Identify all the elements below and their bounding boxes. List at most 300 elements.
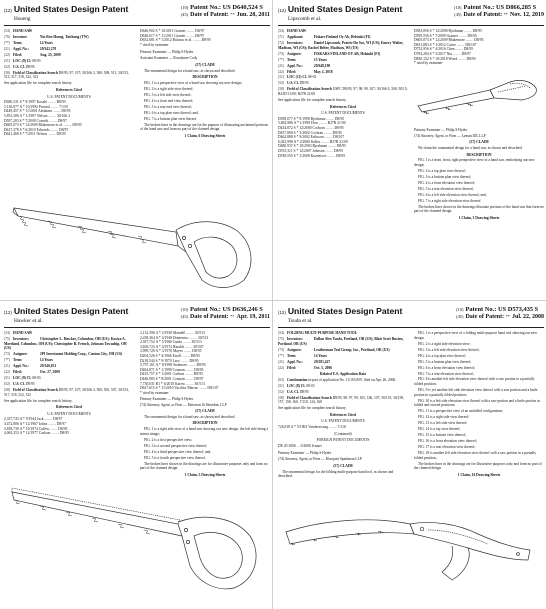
description-paragraph: FIG. 5 is a rear elevation view thereof; — [418, 186, 474, 191]
reference-line: 2,357,743 A * 9/1944 Jack ........ D8/97 — [4, 417, 63, 422]
field-row — [278, 75, 408, 80]
field-row — [278, 58, 408, 63]
field-code: (54) — [4, 29, 10, 33]
field-label: Field of Classification Search — [287, 395, 332, 400]
field-row — [278, 378, 408, 383]
field-row — [278, 35, 408, 40]
reference-line: D435,757 S * 1/2001 Carlson ........ D8/95 — [140, 372, 203, 377]
field-label: Field of Classification Search — [13, 70, 58, 75]
patent-number: US D573,435 S — [497, 306, 539, 313]
description-paragraph: FIG. 7 is a bottom plan view thereof. — [144, 116, 198, 121]
claim-text: We claim the ornamental design for a hand saw, as shown and described. — [418, 145, 523, 150]
field-row — [4, 331, 134, 336]
refs-subtitle: U.S. PATENT DOCUMENTS — [321, 111, 365, 116]
code-10: (10) — [454, 5, 462, 10]
inventor-name: Hawker et al. — [14, 318, 43, 324]
reference-line: 3,656,723 A * 4/1972 Rinaldi ........ 30/507 — [140, 344, 204, 349]
field-value: USPC D8/95, 97, 98, 99, 107; 30/166.3, 500, 503.5; B23D 51/00; B27B 21/00 — [278, 87, 408, 97]
description-paragraph: FIG. 4 is a front end view thereof; — [144, 98, 194, 103]
field-code: (22) — [4, 370, 10, 375]
hand-saw-drawing — [414, 68, 544, 126]
field-row — [278, 337, 408, 346]
reference-line: 5,851,306 A * 1/1997 Nelson ........ 30/166.3 — [4, 114, 71, 119]
description-paragraph: FIG. 18 is another left side elevation view thereof with a saw portion in a partially folded position; — [414, 451, 537, 460]
claim-code: (57) — [333, 463, 340, 468]
field-label: U.S. Cl. — [13, 64, 25, 69]
claim-title: CLAIM — [476, 140, 489, 145]
field-value: 29/342,270 — [39, 46, 57, 51]
field-row — [4, 382, 134, 387]
field-row — [278, 360, 408, 365]
description-paragraph: The broken lines shown in the drawings illustrate portions of the hand saw that form no part of the claimed design. — [414, 204, 544, 214]
field-row — [4, 41, 134, 46]
field-label: Term: — [13, 40, 23, 45]
field-value: Daniel Lipscomb, Prairie Du Sac, WI (US); Emery Walter, Madison, WI (US); Rachel Belter, Madison, WI (US) — [278, 40, 404, 50]
reference-line: D446,985 S * 8/2001 Cosman ........ D8/97 — [140, 376, 204, 381]
field-row — [4, 388, 134, 397]
reference-line: 5,156,977 A * 10/1992 Proniul ........ 7/150 — [4, 104, 68, 109]
description-paragraph: FIG. 1 is a front, front, right perspective view of a hand saw, embodying our new design; — [414, 158, 535, 167]
field-row — [4, 376, 134, 381]
date-star: ** — [230, 314, 235, 319]
field-label: U.S. Cl. — [287, 81, 299, 86]
field-code: (76) — [4, 34, 10, 39]
field-label: Filed: — [287, 69, 296, 74]
field-value: 15 Years — [313, 57, 327, 62]
code-10: (10) — [180, 307, 188, 312]
field-label: LOC (11) Cl. — [287, 75, 307, 80]
code-45: (45) — [454, 12, 462, 17]
description-title: DESCRIPTION — [192, 421, 218, 426]
description-paragraph: FIG. 3 is a left side elevation view thereof; — [418, 347, 480, 352]
field-code: (21) — [4, 46, 10, 51]
field-label: Appl. No.: — [287, 359, 303, 364]
field-label: Appl. No.: — [13, 46, 29, 51]
patent-number: US D866,285 S — [495, 4, 537, 11]
field-code: (51) — [278, 75, 284, 80]
patent-no-label: Patent No.: — [465, 306, 497, 313]
description-paragraph: FIG. 3 is a second perspective view thereof; — [144, 443, 208, 448]
field-code: (21) — [278, 359, 284, 364]
left-column — [278, 29, 408, 220]
patent-title: United States Design Patent — [287, 306, 403, 316]
field-label: Inventors: — [287, 40, 303, 45]
left-column — [278, 331, 408, 480]
related-data-title: Related U.S. Application Data — [319, 372, 367, 377]
field-code: (22) — [4, 52, 10, 57]
reference-line: D595,556 S * 7/2009 Granier ........ D8/95 — [414, 33, 477, 38]
date-star: ** — [503, 12, 508, 17]
description-paragraph: FIG. 4 is a third perspective view thereof; and, — [144, 449, 212, 454]
patent-page-2 — [278, 4, 544, 296]
field-code: (54) — [278, 29, 284, 33]
field-code: (51) — [4, 58, 10, 63]
field-value: 08-03 — [306, 383, 315, 388]
field-row — [278, 29, 408, 34]
patent-title: United States Design Patent — [287, 4, 403, 14]
reference-line: D449,457 S * 11/2001 Abraham ........ D8/95 — [4, 109, 71, 114]
field-label: Assignee: — [287, 347, 302, 352]
description-paragraph: FIG. 6 is a front elevation view thereof; — [418, 365, 476, 370]
reference-line: 5,862,986 A * 1/1999 Dow ........ B27B 21/00 — [278, 121, 346, 126]
field-value: Dollan Alex Tsuda, Portland, OR (US); Blair Scott Rusten, Portland, OR (US) — [278, 336, 404, 346]
field-row — [278, 81, 408, 86]
field-label: Inventors: — [13, 336, 29, 341]
foreign-docs-title: FOREIGN PATENT DOCUMENTS — [316, 438, 370, 443]
field-value: Yin Ren Hsung, Taichung (TW) — [39, 34, 89, 39]
field-value: 29/648,190 — [313, 63, 331, 68]
reference-line: D457,808 S * 3/2002 Cochran ........ D8/95 — [278, 130, 342, 135]
field-label: Filed: — [13, 370, 22, 375]
field-code: (58) — [278, 395, 284, 400]
field-code: (73) — [4, 352, 10, 357]
patent-date: Jul. 22, 2008 — [511, 314, 544, 320]
patent-date: Apr. 19, 2011 — [236, 314, 270, 320]
field-value: 14 Years — [39, 40, 53, 45]
description-paragraph: FIG. 2 is a right side view thereof; — [144, 86, 194, 91]
description-paragraph: FIG. 1 is a perspective view of a folding multi-purpose hand tool showing our new design; — [414, 331, 538, 340]
field-row — [278, 366, 408, 371]
field-code: (58) — [278, 87, 284, 92]
field-code: (21) — [4, 364, 10, 369]
field-value: Aug. 25, 2009 — [39, 52, 61, 57]
claim-code: (57) — [195, 62, 202, 67]
field-row — [278, 331, 408, 336]
inventor-name: Lipscomb et al. — [288, 16, 322, 22]
reference-line: D218,544 S * 9/1970 Lacy ........ D8/95 — [140, 358, 199, 363]
patent-number: US D640,524 S — [222, 4, 263, 11]
field-value: 14 Years — [313, 353, 327, 358]
description-paragraph: FIG. 4 is a front elevation view thereof; — [418, 180, 476, 185]
primary-examiner: Primary Examiner — Philip S Hyder — [414, 127, 468, 132]
continued-note: (Continued) — [334, 431, 352, 436]
description-paragraph: FIG. 1 is a right side view of a hand saw showing our new design, the left side being a mirror image; — [140, 427, 269, 436]
field-code: (52) — [4, 382, 10, 387]
field-code: (71) — [278, 34, 284, 39]
field-code: (52) — [278, 81, 284, 86]
patent-no-label: Patent No.: — [190, 4, 221, 11]
field-label: Assignee: — [287, 51, 302, 56]
field-row — [278, 41, 408, 50]
field-code: (52) — [278, 389, 284, 394]
description-paragraph: FIG. 11 is a perspective view of an unfolded configuration; — [418, 409, 504, 414]
reference-line: D652,681 S * 1/2012 Bulawa et al. ........ D8/95 — [140, 38, 211, 43]
field-value: D8/95 — [25, 382, 35, 387]
code-10: (10) — [456, 307, 464, 312]
reference-line: 7,730,631 B1 * 6/2010 Karow ........ 30/513 — [140, 381, 205, 386]
field-value: D8/95 — [299, 389, 309, 394]
description-paragraph: FIG. 1 is a perspective view of a hand saw showing my new design; — [144, 80, 242, 85]
field-code: (**) — [278, 57, 284, 62]
date-label: Date of Patent: — [190, 314, 229, 320]
code-45: (45) — [180, 12, 189, 17]
assistant-examiner: Assistant Examiner — Rosalynne Cody — [140, 56, 198, 61]
page-divider-horizontal — [0, 300, 546, 301]
refs-title: References Cited — [330, 104, 356, 109]
reference-line: D641,468 S * 7/2011 Nelson ........ D8/95 — [4, 132, 66, 137]
description-paragraph: FIG. 10 is a left side elevation view thereof with a saw portion and a knife portion in folded and stowed positions; — [414, 398, 540, 408]
field-label: FOLDING MULTI-PURPOSE HAND TOOL — [287, 331, 358, 335]
description-title: DESCRIPTION — [466, 152, 492, 157]
field-row — [278, 384, 408, 389]
reference-line: 3,472,806 A * 12/1967 Johns ........ D8/97 — [4, 422, 66, 427]
field-label: LOC (9) Cl. — [13, 376, 32, 381]
field-code: (22) — [278, 69, 284, 74]
field-label: Term: — [13, 358, 23, 363]
field-row — [278, 390, 408, 395]
description-paragraph: FIG. 16 is a front elevation view thereof; — [418, 439, 477, 444]
field-code: (22) — [278, 365, 284, 370]
description-paragraph: The broken lines shown in the drawings are for illustrative purposes only and form no part of the claimed design. — [140, 461, 268, 471]
field-row — [278, 70, 408, 75]
code-10: (10) — [180, 5, 189, 10]
field-code: (21) — [278, 63, 284, 68]
reference-line: D782,284 S * 3/2017 Niu ........ D8/97 — [414, 51, 471, 56]
primary-examiner: Primary Examiner — Philip S Hyder — [140, 396, 194, 401]
hand-saw-illustration — [414, 68, 542, 126]
code-45: (45) — [456, 314, 464, 319]
field-code: (51) — [4, 376, 10, 381]
field-label: Appl. No.: — [287, 63, 303, 68]
patent-page-4 — [278, 306, 544, 598]
field-value: D8/95, 97, 107; 30/166.3, 500, 508, 511, 30/513, 513, 517, 518, 522, 523 — [4, 70, 129, 80]
patent-header — [278, 306, 544, 328]
claim-text: The ornamental design for the folding multi-purpose hand tool, as shown and described. — [278, 469, 394, 479]
field-label: LOC (8) Cl. — [287, 383, 306, 388]
field-label: Applicant: — [287, 34, 304, 39]
date-label: Date of Patent: — [465, 314, 505, 320]
patent-header — [4, 4, 270, 26]
hand-saw-illustration — [8, 186, 266, 292]
field-value: Christopher L. Hawker, Columbus, OH (US); Kostya A. Moreland, Columbus, OH (US); Christopher R. French, Johnson Township, OH (US) — [4, 336, 127, 351]
reference-line: D380,331 S * 9/1997 Kosaki ........ D8/95 — [4, 100, 66, 105]
field-value: in-part of application No. 11/165,859, filed on Apr. 26, 2006. — [308, 377, 397, 382]
reference-line: 2,937,752 A * 5/1960 Guida ........ 30/513 — [140, 340, 202, 345]
field-row — [4, 364, 134, 369]
attorney: (74) Attorney, Agent, or Firm — Lyman IDL LLP — [414, 133, 486, 138]
field-label: Field of Classification Search — [287, 87, 332, 92]
reference-line: D398,077 S * 9/1998 Bjorkman ........ D8/95 — [278, 116, 345, 121]
field-row — [278, 52, 408, 57]
field-label: LOC (9) Cl. — [13, 58, 32, 63]
description-paragraph: FIG. 5 is a fourth perspective view thereof. — [144, 455, 206, 460]
patent-number: US D636,246 S — [222, 306, 263, 313]
description-paragraph: The broken lines in the drawings are for illustrative purposes only and form no part of the claimed design. — [414, 461, 542, 471]
reference-line: 2,132,396 A * 2/1938 Mandell ........ 30/513 — [140, 331, 206, 335]
description-paragraph: FIG. 2 is a top plan view thereof; — [418, 168, 466, 173]
reference-line: D627,615 S * 11/2010 Vacchio-Marras ........ D8/107 — [140, 386, 219, 391]
reference-line: D434,872 S * 12/2000 Cochran ........ D8/95 — [278, 126, 344, 130]
description-paragraph: The broken lines in the drawings are for the purpose of illustrating unclaimed portions of the hand saw and form no part of the claimed design. — [140, 122, 269, 132]
field-value: Oct. 5, 2006 — [313, 365, 333, 370]
reference-line: D555,311 S * 12/2007 Johnson ........ D8/95 — [278, 148, 344, 153]
field-value: 14 Years — [39, 358, 53, 363]
field-row — [4, 352, 134, 357]
description-paragraph: FIG. 3 is a left side view thereof; — [144, 92, 192, 97]
description-paragraph: FIG. 5 is a rear end view thereof; — [144, 104, 192, 109]
reference-line: D648,617 S * 11/2011 Granier ........ D8/97 — [140, 33, 205, 38]
field-code: (73) — [278, 347, 284, 352]
description-paragraph: FIG. 13 is a left side view thereof; — [418, 421, 468, 426]
description-paragraph: FIG. 5 is a bottom plan view thereof; — [418, 359, 472, 364]
hand-saw-drawing — [8, 186, 266, 292]
reference-line: D480,937 S * 10/2003 Bjorkman ........ D8/95 — [278, 144, 346, 149]
reference-line: D583,856 S * 12/2008 Bjorkman ........ D8/95 — [414, 29, 482, 33]
search-note: See application file for complete search history. — [4, 81, 73, 86]
field-row — [278, 348, 408, 353]
reference-line: D597,203 S * 7/2009 Cornish ........ D8/97 — [4, 118, 68, 123]
page-divider-vertical — [272, 0, 273, 609]
claims-count: 1 Claim, 5 Drawing Sheets — [184, 472, 226, 477]
field-value: D8/95, 98, 97, 99, 105, 106, 107; 30/155, 30/158, 157, 158, 160, 7/118, 124, 168 — [278, 395, 404, 405]
patent-header — [278, 4, 544, 26]
reference-line: D617,378 S * 6/2010 Edwards ........ D8/97 — [4, 127, 69, 132]
field-label: HAND SAW — [13, 29, 33, 33]
code-12: (12) — [4, 310, 12, 315]
claim-title: CLAIM — [202, 62, 215, 67]
field-label: Appl. No.: — [13, 364, 29, 369]
reference-line: D462,888 S * 9/2002 Eriksson ........ D8/107 — [278, 135, 345, 140]
reference-line: D605,073 S * 12/2009 Blakemore ........ D8/95 — [414, 38, 484, 43]
reference-line: D830,152 S * 10/2018 Wood ........ D8/95 — [414, 56, 476, 61]
claim-text: The ornamental design for a hand saw, as shown and described. — [144, 414, 236, 419]
reference-line: 726,918 A * 5/1903 Vanderzwaag ........ 7/118 — [278, 425, 346, 430]
cited-note: * cited by examiner — [140, 42, 169, 47]
inventor-name: Hsueng — [14, 16, 31, 22]
field-label: Field of Classification Search — [13, 388, 58, 393]
refs-subtitle: U.S. PATENT DOCUMENTS — [47, 94, 91, 99]
field-code: (**) — [4, 358, 10, 363]
reference-line: 3,999,720 A * 3/1976 Mayes ........ D8/95 — [140, 349, 202, 354]
reference-line: D204,526 S * 4/1966 Ewell ........ D8/95 — [140, 353, 200, 358]
field-row — [4, 358, 134, 363]
date-star: ** — [505, 314, 510, 319]
field-code: (54) — [278, 331, 284, 335]
field-row — [4, 47, 134, 52]
description-paragraph: FIG. 2 is a right side elevation view; — [418, 341, 471, 346]
field-value: 08-03 — [32, 376, 41, 381]
field-code: (58) — [4, 70, 10, 75]
right-column — [140, 29, 270, 138]
reference-line: D558,555 S * 1/2008 Kuznetsov ........ D8/95 — [278, 153, 346, 158]
claims-count: 1 Claim, 16 Drawing Sheets — [457, 472, 501, 477]
field-code: (73) — [278, 51, 284, 56]
field-value: 08-03 — [307, 75, 317, 80]
refs-subtitle: U.S. PATENT DOCUMENTS — [47, 411, 91, 416]
description-paragraph: FIG. 14 is a top view thereof; — [418, 427, 461, 432]
reference-line: D605,073 S * 12/2009 Blakemore et al. ........ D8/95 — [4, 123, 82, 128]
description-paragraph: FIG. 12 is a right side view thereof; — [418, 415, 470, 420]
field-code: (52) — [4, 64, 10, 69]
field-row — [4, 53, 134, 58]
description-paragraph: FIG. 15 is a bottom view thereof; — [418, 433, 467, 438]
field-row — [278, 354, 408, 359]
description-paragraph: FIG. 7 is a right side elevation view thereof. — [418, 198, 482, 203]
claim-title: CLAIM — [340, 463, 353, 468]
hand-saw-illustration — [10, 484, 266, 594]
field-row — [4, 370, 134, 375]
field-label: Term: — [287, 353, 297, 358]
field-row — [4, 71, 134, 80]
reference-line: 2,438,364 A * 4/1948 Domenico ........ 30/513 — [140, 335, 209, 340]
field-label: Inventors: — [287, 336, 303, 341]
reference-line: D752,956 S * 4/2016 Chen ........ D8/95 — [414, 47, 474, 52]
code-45: (45) — [180, 314, 188, 319]
reference-line: D646,902 S * 10/2011 Granier ........ D8/97 — [140, 29, 205, 33]
reference-line: 6,023,998 A * 2/2000 Keller ........ B27B 21/00 — [278, 139, 348, 144]
field-row — [4, 65, 134, 70]
field-value: 08-03 — [32, 58, 41, 63]
patent-page-3 — [4, 306, 270, 598]
description-paragraph: FIG. 8 is another left side elevation view thereof with a saw portion in a partially folded position; — [414, 377, 535, 387]
description-title: DESCRIPTION — [192, 75, 218, 80]
field-row — [4, 29, 134, 34]
patent-title: United States Design Patent — [13, 306, 129, 316]
field-code: (54) — [4, 331, 10, 335]
attorney: (74) Attorney, Agent, or Firm — Patterson & Sheridan, LLP — [140, 402, 227, 407]
primary-examiner: Primary Examiner — Philip S Hyder — [278, 451, 332, 456]
date-label: Date of Patent: — [190, 12, 229, 18]
right-column — [414, 29, 544, 220]
field-value: FISKARS FINLAND OY AB, Helsinki (FI) — [313, 51, 381, 56]
field-label: Filed: — [287, 365, 296, 370]
reference-line: 3,838,730 A * 10/1974 Cullen ........ D8/95 — [4, 426, 68, 431]
field-code: (72) — [278, 40, 284, 45]
field-row — [278, 396, 408, 405]
cited-note: * cited by examiner — [414, 61, 443, 66]
reference-line: D404,871 S * 1/1999 Cosman ........ D8/95 — [140, 367, 204, 372]
description-paragraph: FIG. 7 is a rear elevation view thereof; — [418, 371, 474, 376]
patent-no-label: Patent No.: — [463, 4, 495, 11]
field-row — [4, 35, 134, 40]
reference-line: D651,883 S * 1/2012 Carter ........ D8/107 — [414, 42, 477, 47]
search-note: See application file for complete search history. — [4, 398, 73, 403]
refs-title: References Cited — [56, 405, 82, 410]
field-code: (51) — [278, 383, 284, 388]
code-12: (12) — [4, 8, 12, 13]
code-12: (12) — [278, 8, 286, 13]
field-value: Leatherman Tool Group, Inc., Portland, OR (US) — [313, 347, 390, 352]
field-row — [278, 64, 408, 69]
patent-no-label: Patent No.: — [190, 306, 221, 313]
field-label: HAND SAW — [287, 29, 307, 33]
left-column — [4, 331, 134, 477]
field-label: Assignee: — [13, 352, 28, 357]
inventor-name: Tsuda et al. — [288, 318, 313, 324]
description-paragraph: FIG. 9 is yet another left side elevation view thereof with a saw portion and a knife portion in a partially folded position; — [414, 388, 538, 397]
claim-title: CLAIM — [202, 409, 215, 414]
hand-saw-drawing — [10, 484, 266, 594]
claim-code: (57) — [195, 409, 202, 414]
field-code: (63) — [278, 377, 284, 382]
field-label: Term: — [287, 57, 297, 62]
field-value: May 2, 2018 — [313, 69, 333, 74]
field-value: 29/346,051 — [39, 364, 57, 369]
field-code: (58) — [4, 388, 10, 393]
field-code: (75) — [4, 336, 10, 341]
field-value: JPI Investment Holding Corp., Canton City, OH (US) — [39, 352, 123, 357]
field-label: Continuation — [287, 377, 308, 382]
patent-header — [4, 306, 270, 328]
field-row — [278, 87, 408, 96]
field-label: U.S. Cl. — [13, 382, 25, 387]
field-code: (**) — [4, 40, 10, 45]
folding-tool-drawing — [282, 502, 540, 594]
field-code: (**) — [278, 353, 284, 358]
primary-examiner: Primary Examiner — Philip S Hyder — [140, 50, 194, 55]
right-column — [414, 331, 544, 480]
cited-note: * cited by examiner — [140, 390, 169, 395]
